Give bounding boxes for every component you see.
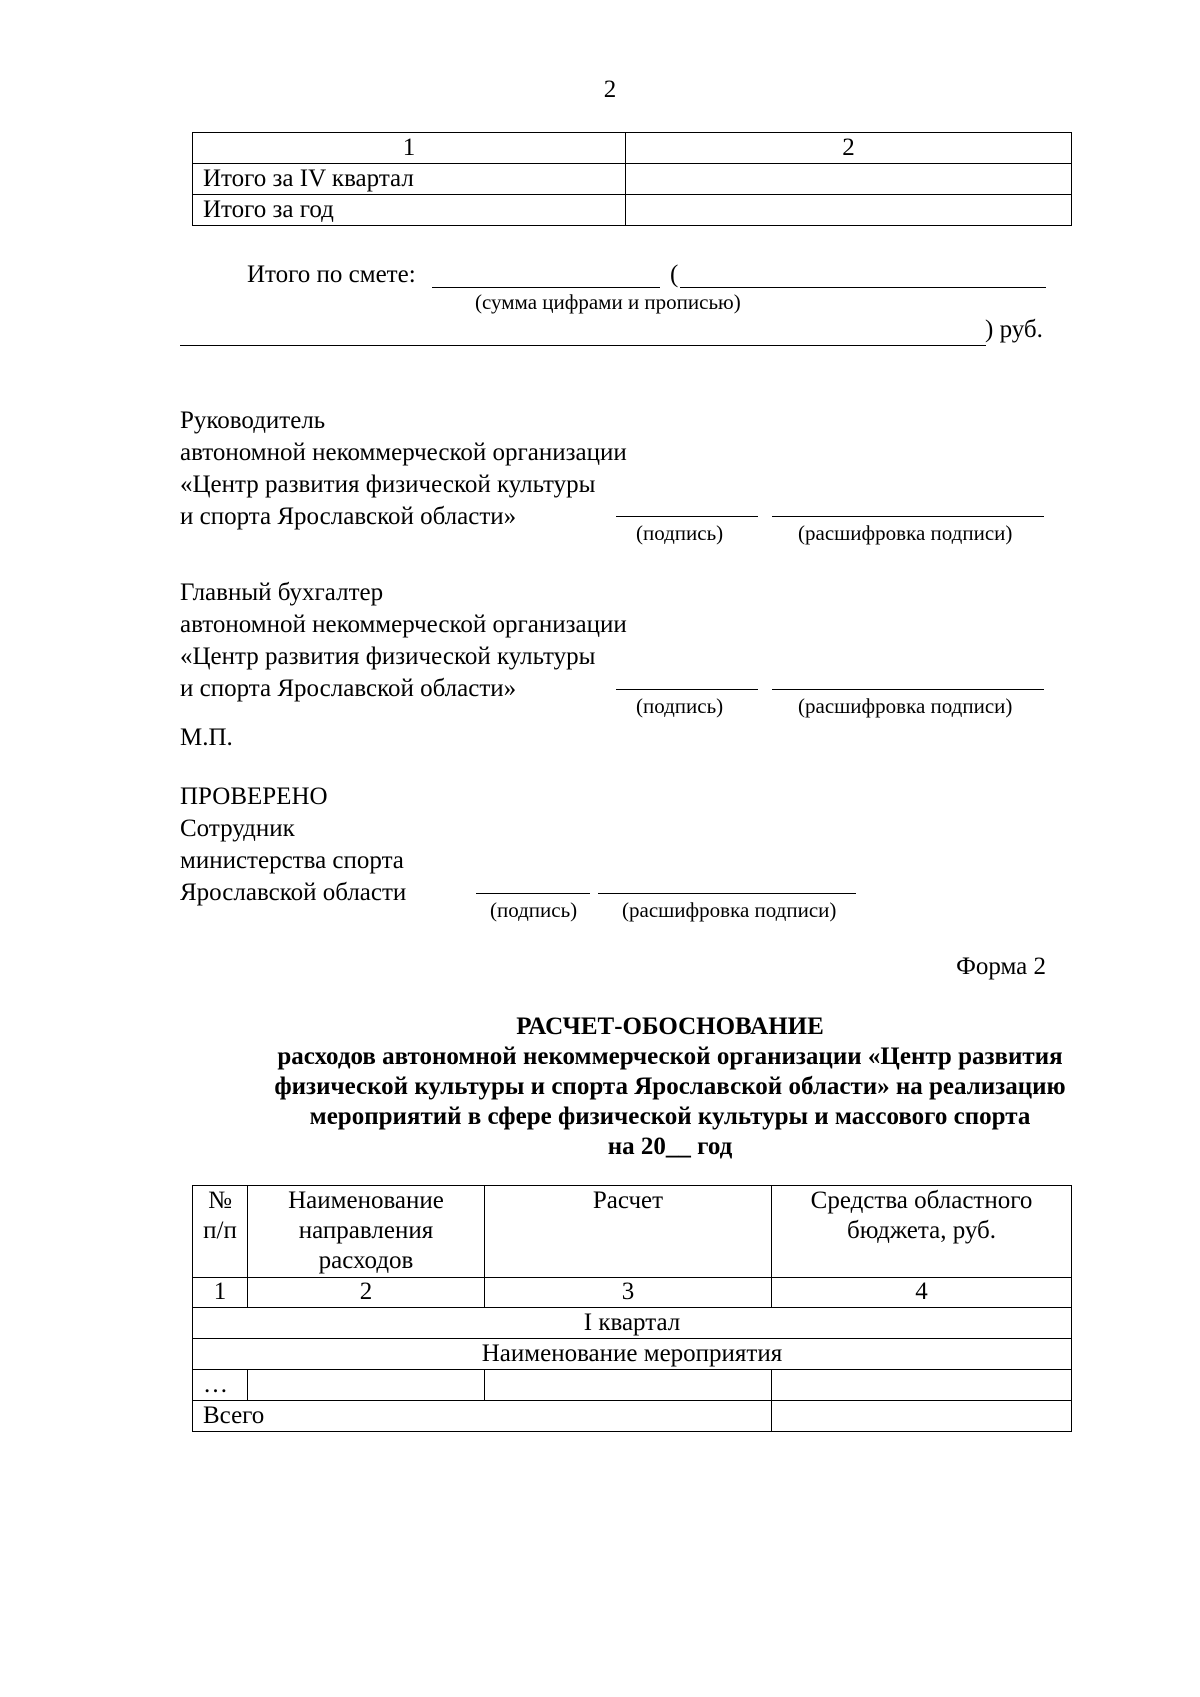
estimate-hint: (сумма цифрами и прописью): [475, 290, 741, 314]
checked-sign-line[interactable]: [476, 893, 590, 894]
table-header-cell: 2: [626, 133, 1072, 164]
accountant-name-line[interactable]: [772, 689, 1044, 690]
table-row: [193, 164, 1072, 195]
form-title: РАСЧЕТ-ОБОСНОВАНИЕ: [516, 1013, 824, 1040]
checked-sign-hint: (подпись): [490, 898, 578, 922]
totals-table: [192, 132, 1072, 226]
accountant-sign-hint: (подпись): [636, 694, 724, 718]
checked-position: Ярославской области: [180, 879, 407, 906]
accountant-org: автономной некоммерческой организации: [180, 611, 627, 638]
checked-name-hint: (расшифровка подписи): [622, 898, 837, 922]
row-label: Итого за год: [193, 195, 626, 226]
table-row: [193, 195, 1072, 226]
stamp-place: М.П.: [180, 724, 233, 751]
quarter-row: I квартал: [193, 1308, 1072, 1339]
row-label: Итого за IV квартал: [193, 164, 626, 195]
page-number: 2: [603, 76, 617, 103]
ellipsis-cell: …: [193, 1370, 248, 1401]
row-value[interactable]: [626, 195, 1072, 226]
accountant-org: «Центр развития физической культуры: [180, 643, 596, 670]
row-value[interactable]: [626, 164, 1072, 195]
col-header-budget: Средства областного бюджета, руб.: [772, 1186, 1072, 1278]
col-header-calculation: Расчет: [485, 1186, 772, 1278]
director-title: Руководитель: [180, 407, 326, 434]
accountant-name-hint: (расшифровка подписи): [798, 694, 1013, 718]
director-org: «Центр развития физической культуры: [180, 471, 596, 498]
checked-position: министерства спорта: [180, 847, 404, 874]
table-row: [193, 1308, 1072, 1339]
col-number: 4: [772, 1278, 1072, 1308]
budget-cell[interactable]: [772, 1370, 1072, 1401]
col-header-number: № п/п: [193, 1186, 248, 1278]
estimate-currency: ) руб.: [985, 316, 1043, 343]
total-value-cell[interactable]: [772, 1401, 1072, 1432]
table-row: [193, 1278, 1072, 1308]
accountant-org: и спорта Ярославской области»: [180, 675, 517, 702]
table-row: [193, 1370, 1072, 1401]
form-subtitle: мероприятий в сфере физической культуры и массового спорта: [309, 1103, 1031, 1130]
table-row: [193, 1339, 1072, 1370]
col-number: 2: [248, 1278, 485, 1308]
col-header-direction: Наименование направления расходов: [248, 1186, 485, 1278]
table-header-cell: 1: [193, 133, 626, 164]
checked-position: Сотрудник: [180, 815, 295, 842]
director-name-hint: (расшифровка подписи): [798, 521, 1013, 545]
director-org: и спорта Ярославской области»: [180, 503, 517, 530]
director-sign-line[interactable]: [616, 516, 758, 517]
form-subtitle: расходов автономной некоммерческой организации «Центр развития: [277, 1043, 1063, 1070]
checked-block: [180, 781, 406, 909]
estimate-open-paren: (: [670, 261, 679, 288]
estimate-sum-line[interactable]: [432, 287, 660, 288]
director-sign-hint: (подпись): [636, 521, 724, 545]
direction-cell[interactable]: [248, 1370, 485, 1401]
accountant-block: [180, 577, 627, 705]
estimate-words-line-2[interactable]: [180, 345, 986, 346]
calculation-cell[interactable]: [485, 1370, 772, 1401]
estimate-words-line[interactable]: [680, 287, 1046, 288]
col-number: 1: [193, 1278, 248, 1308]
accountant-sign-line[interactable]: [616, 689, 758, 690]
calc-table: [192, 1185, 1072, 1432]
estimate-label: Итого по смете:: [247, 261, 416, 288]
checked-title: ПРОВЕРЕНО: [180, 783, 328, 810]
col-number: 3: [485, 1278, 772, 1308]
director-org: автономной некоммерческой организации: [180, 439, 627, 466]
table-row: [193, 1401, 1072, 1432]
form-subtitle: физической культуры и спорта Ярославской области» на реализацию: [274, 1073, 1066, 1100]
event-row: Наименование мероприятия: [193, 1339, 1072, 1370]
director-name-line[interactable]: [772, 516, 1044, 517]
accountant-title: Главный бухгалтер: [180, 579, 384, 606]
form-year: на 20__ год: [607, 1133, 733, 1160]
director-block: [180, 405, 627, 533]
checked-name-line[interactable]: [598, 893, 856, 894]
total-label: Всего: [193, 1401, 772, 1432]
form-label: Форма 2: [956, 953, 1046, 980]
